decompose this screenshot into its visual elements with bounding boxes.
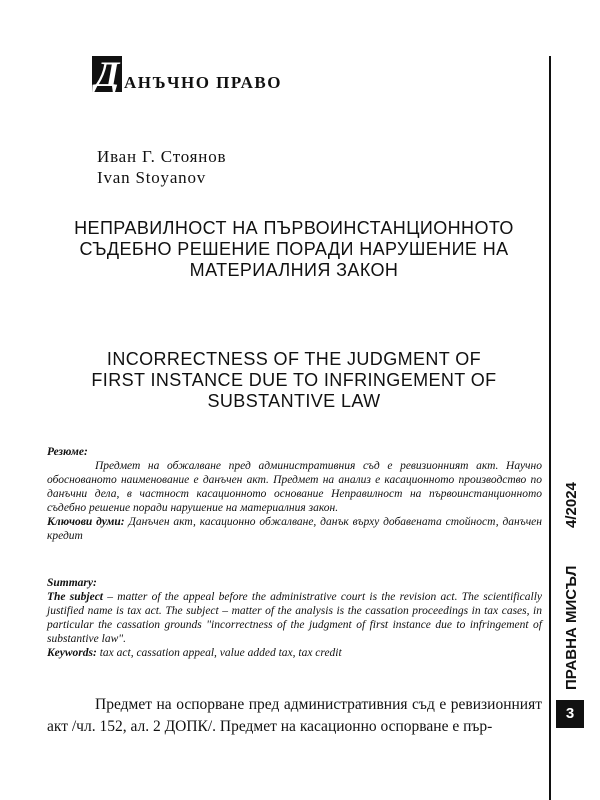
title-bg bbox=[44, 218, 544, 281]
issue-number: 4/2024 bbox=[563, 482, 580, 528]
section-title: АНЪЧНО ПРАВО bbox=[124, 73, 282, 92]
keywords-bg-label: Ключови думи: bbox=[47, 516, 125, 528]
authors bbox=[97, 146, 226, 188]
title-bg-line: СЪДЕБНО РЕШЕНИЕ ПОРАДИ НАРУШЕНИЕ НА bbox=[79, 239, 509, 259]
title-en bbox=[44, 349, 544, 412]
abstract-en-subject: The subject bbox=[47, 591, 104, 603]
author-name-en: Ivan Stoyanov bbox=[97, 168, 207, 187]
author-name-bg: Иван Г. Стоянов bbox=[97, 147, 227, 166]
title-bg-line: НЕПРАВИЛНОСТ НА ПЪРВОИНСТАНЦИОННОТО bbox=[74, 218, 514, 238]
abstract-en bbox=[47, 576, 542, 660]
keywords-en-label: Keywords: bbox=[47, 647, 97, 659]
page-number: 3 bbox=[556, 700, 584, 728]
abstract-bg-text: Предмет на обжалване пред административния съд е ревизионният акт. Научно обоснованото наименование е данъчен акт. Предмет на анализ е касационното производство по данъчни дела, в частност касационното основание Неправилност на първоинстанционното съдебно решение поради нарушение на материалния закон. bbox=[47, 460, 542, 514]
body-paragraph: Предмет на оспорване пред административния съд е ревизионният акт /чл. 152, ал. 2 ДОПК/. Предмет на касационно оспорване е пър- bbox=[47, 696, 542, 735]
margin-rule bbox=[549, 56, 551, 800]
abstract-en-text: – matter of the appeal before the administrative court is the revision act. The scientifically justified name is tax act. The subject – matter of the analysis is the cassation proceedings in tax cases, in particular the cassation grounds "incorrectness of the judgment of first instance due to infringement of substantive law". bbox=[47, 591, 542, 645]
section-initial: Д bbox=[92, 56, 122, 92]
abstract-bg-label: Резюме: bbox=[47, 446, 88, 458]
keywords-bg: Данъчен акт, касационно обжалване, данък върху добавената стойност, данъчен кредит bbox=[47, 516, 542, 542]
abstract-en-label: Summary: bbox=[47, 577, 97, 589]
abstract-bg bbox=[47, 445, 542, 543]
title-en-line: INCORRECTNESS OF THE JUDGMENT OF bbox=[106, 349, 482, 369]
title-bg-line: МАТЕРИАЛНИЯ ЗАКОН bbox=[189, 260, 399, 280]
section-heading bbox=[92, 52, 282, 92]
keywords-en: tax act, cassation appeal, value added tax, tax credit bbox=[99, 647, 342, 659]
journal-name: ПРАВНА МИСЪЛ bbox=[563, 565, 580, 690]
title-en-line: SUBSTANTIVE LAW bbox=[207, 391, 381, 411]
title-en-line: FIRST INSTANCE DUE TO INFRINGEMENT OF bbox=[91, 370, 497, 390]
